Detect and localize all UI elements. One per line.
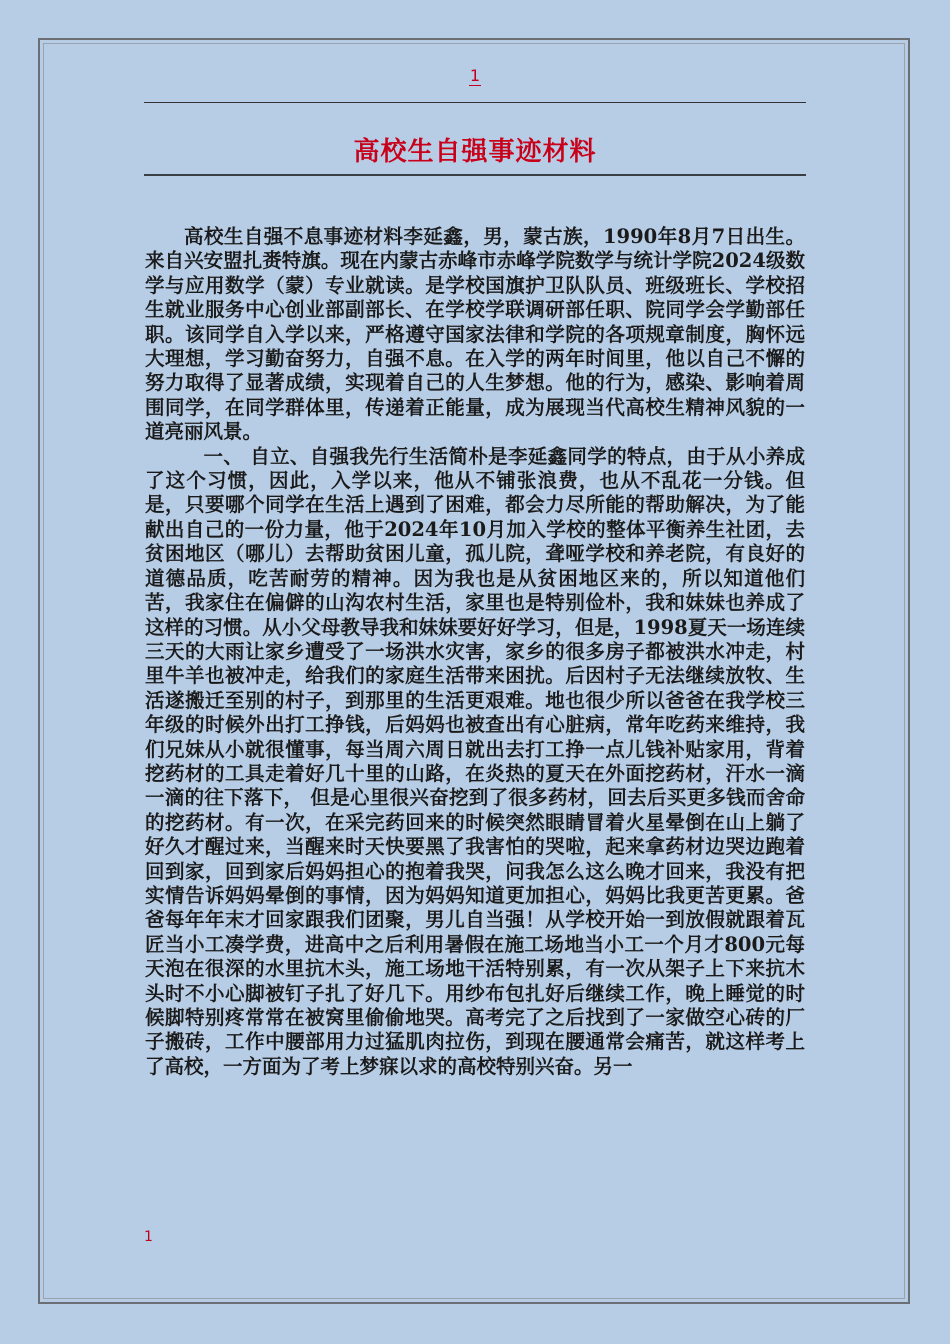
header-page-number-text: 1 xyxy=(469,66,481,85)
document-body xyxy=(145,225,805,1079)
header-page-number xyxy=(0,66,950,85)
document-title: 高校生自强事迹材料 xyxy=(353,137,597,167)
footer-page-number: 1 xyxy=(144,1229,153,1245)
header-divider xyxy=(144,102,806,103)
title-divider xyxy=(144,174,806,176)
paragraph-intro: 高校生自强不息事迹材料李延鑫，男，蒙古族，1990年8月7日出生。来自兴安盟扎赉特旗。现在内蒙古赤峰市赤峰学院数学与统计学院2024级数学与应用数学（蒙）专业就读。是学校国旗护卫队队员、班级班长、学校招生就业服务中心创业部副部长、在学校学联调研部任职、院同学会学勤部任职。该同学自入学以来，严格遵守国家法律和学院的各项规章制度，胸怀远大理想，学习勤奋努力，自强不息。在入学的两年时间里，他以自己不懈的努力取得了显著成绩，实现着自己的人生梦想。他的行为，感染、影响着周围同学，在同学群体里，传递着正能量，成为展现当代高校生精神风貌的一道亮丽风景。 xyxy=(145,225,805,444)
paragraph-section-one: 一、 自立、自强我先行生活简朴是李延鑫同学的特点，由于从小养成了这个习惯，因此，入学以来，他从不铺张浪费，也从不乱花一分钱。但是，只要哪个同学在生活上遇到了困难，都会力尽所能的帮助解决，为了能献出自己的一份力量，他于2024年10月加入学校的整体平衡养生社团，去贫困地区（哪儿）去帮助贫困儿童，孤儿院，聋哑学校和养老院，有良好的道德品质，吃苦耐劳的精神。因为我也是从贫困地区来的，所以知道他们苦，我家住在偏僻的山沟农村生活，家里也是特别俭朴，我和妹妹也养成了这样的习惯。从小父母教导我和妹妹要好好学习，但是，1998夏天一场连续三天的大雨让家乡遭受了一场洪水灾害，家乡的很多房子都被洪水冲走，村里牛羊也被冲走，给我们的家庭生活带来困扰。后因村子无法继续放牧、生活遂搬迁至别的村子，到那里的生活更艰难。地也很少所以爸爸在我学校三年级的时候外出打工挣钱，后妈妈也被查出有心脏病，常年吃药来维持，我们兄妹从小就很懂事，每当周六周日就出去打工挣一点儿钱补贴家用，背着挖药材的工具走着好几十里的山路，在炎热的夏天在外面挖药材，汗水一滴一滴的往下落下， 但是心里很兴奋挖到了很多药材，回去后买更多钱而舍命的挖药材。有一次，在采完药回来的时候突然眼睛冒着火星晕倒在山上躺了好久才醒过来，当醒来时天快要黑了我害怕的哭啦，起来拿药材边哭边跑着回到家，回到家后妈妈担心的抱着我哭，问我怎么这么晚才回来，我没有把实情告诉妈妈晕倒的事情，因为妈妈知道更加担心，妈妈比我更苦更累。爸爸每年年末才回家跟我们团聚，男儿自当强！从学校开始一到放假就跟着瓦匠当小工凑学费，进高中之后利用暑假在施工场地当小工一个月才800元每天泡在很深的水里抗木头，施工场地干活特别累，有一次从架子上下来抗木头时不小心脚被钉子扎了好几下。用纱布包扎好后继续工作，晚上睡觉的时候脚特别疼常常在被窝里偷偷地哭。高考完了之后找到了一家做空心砖的厂子搬砖，工作中腰部用力过猛肌肉拉伤，到现在腰通常会痛苦，就这样考上了高校，一方面为了考上梦寐以求的高校特别兴奋。另一 xyxy=(145,444,805,1078)
